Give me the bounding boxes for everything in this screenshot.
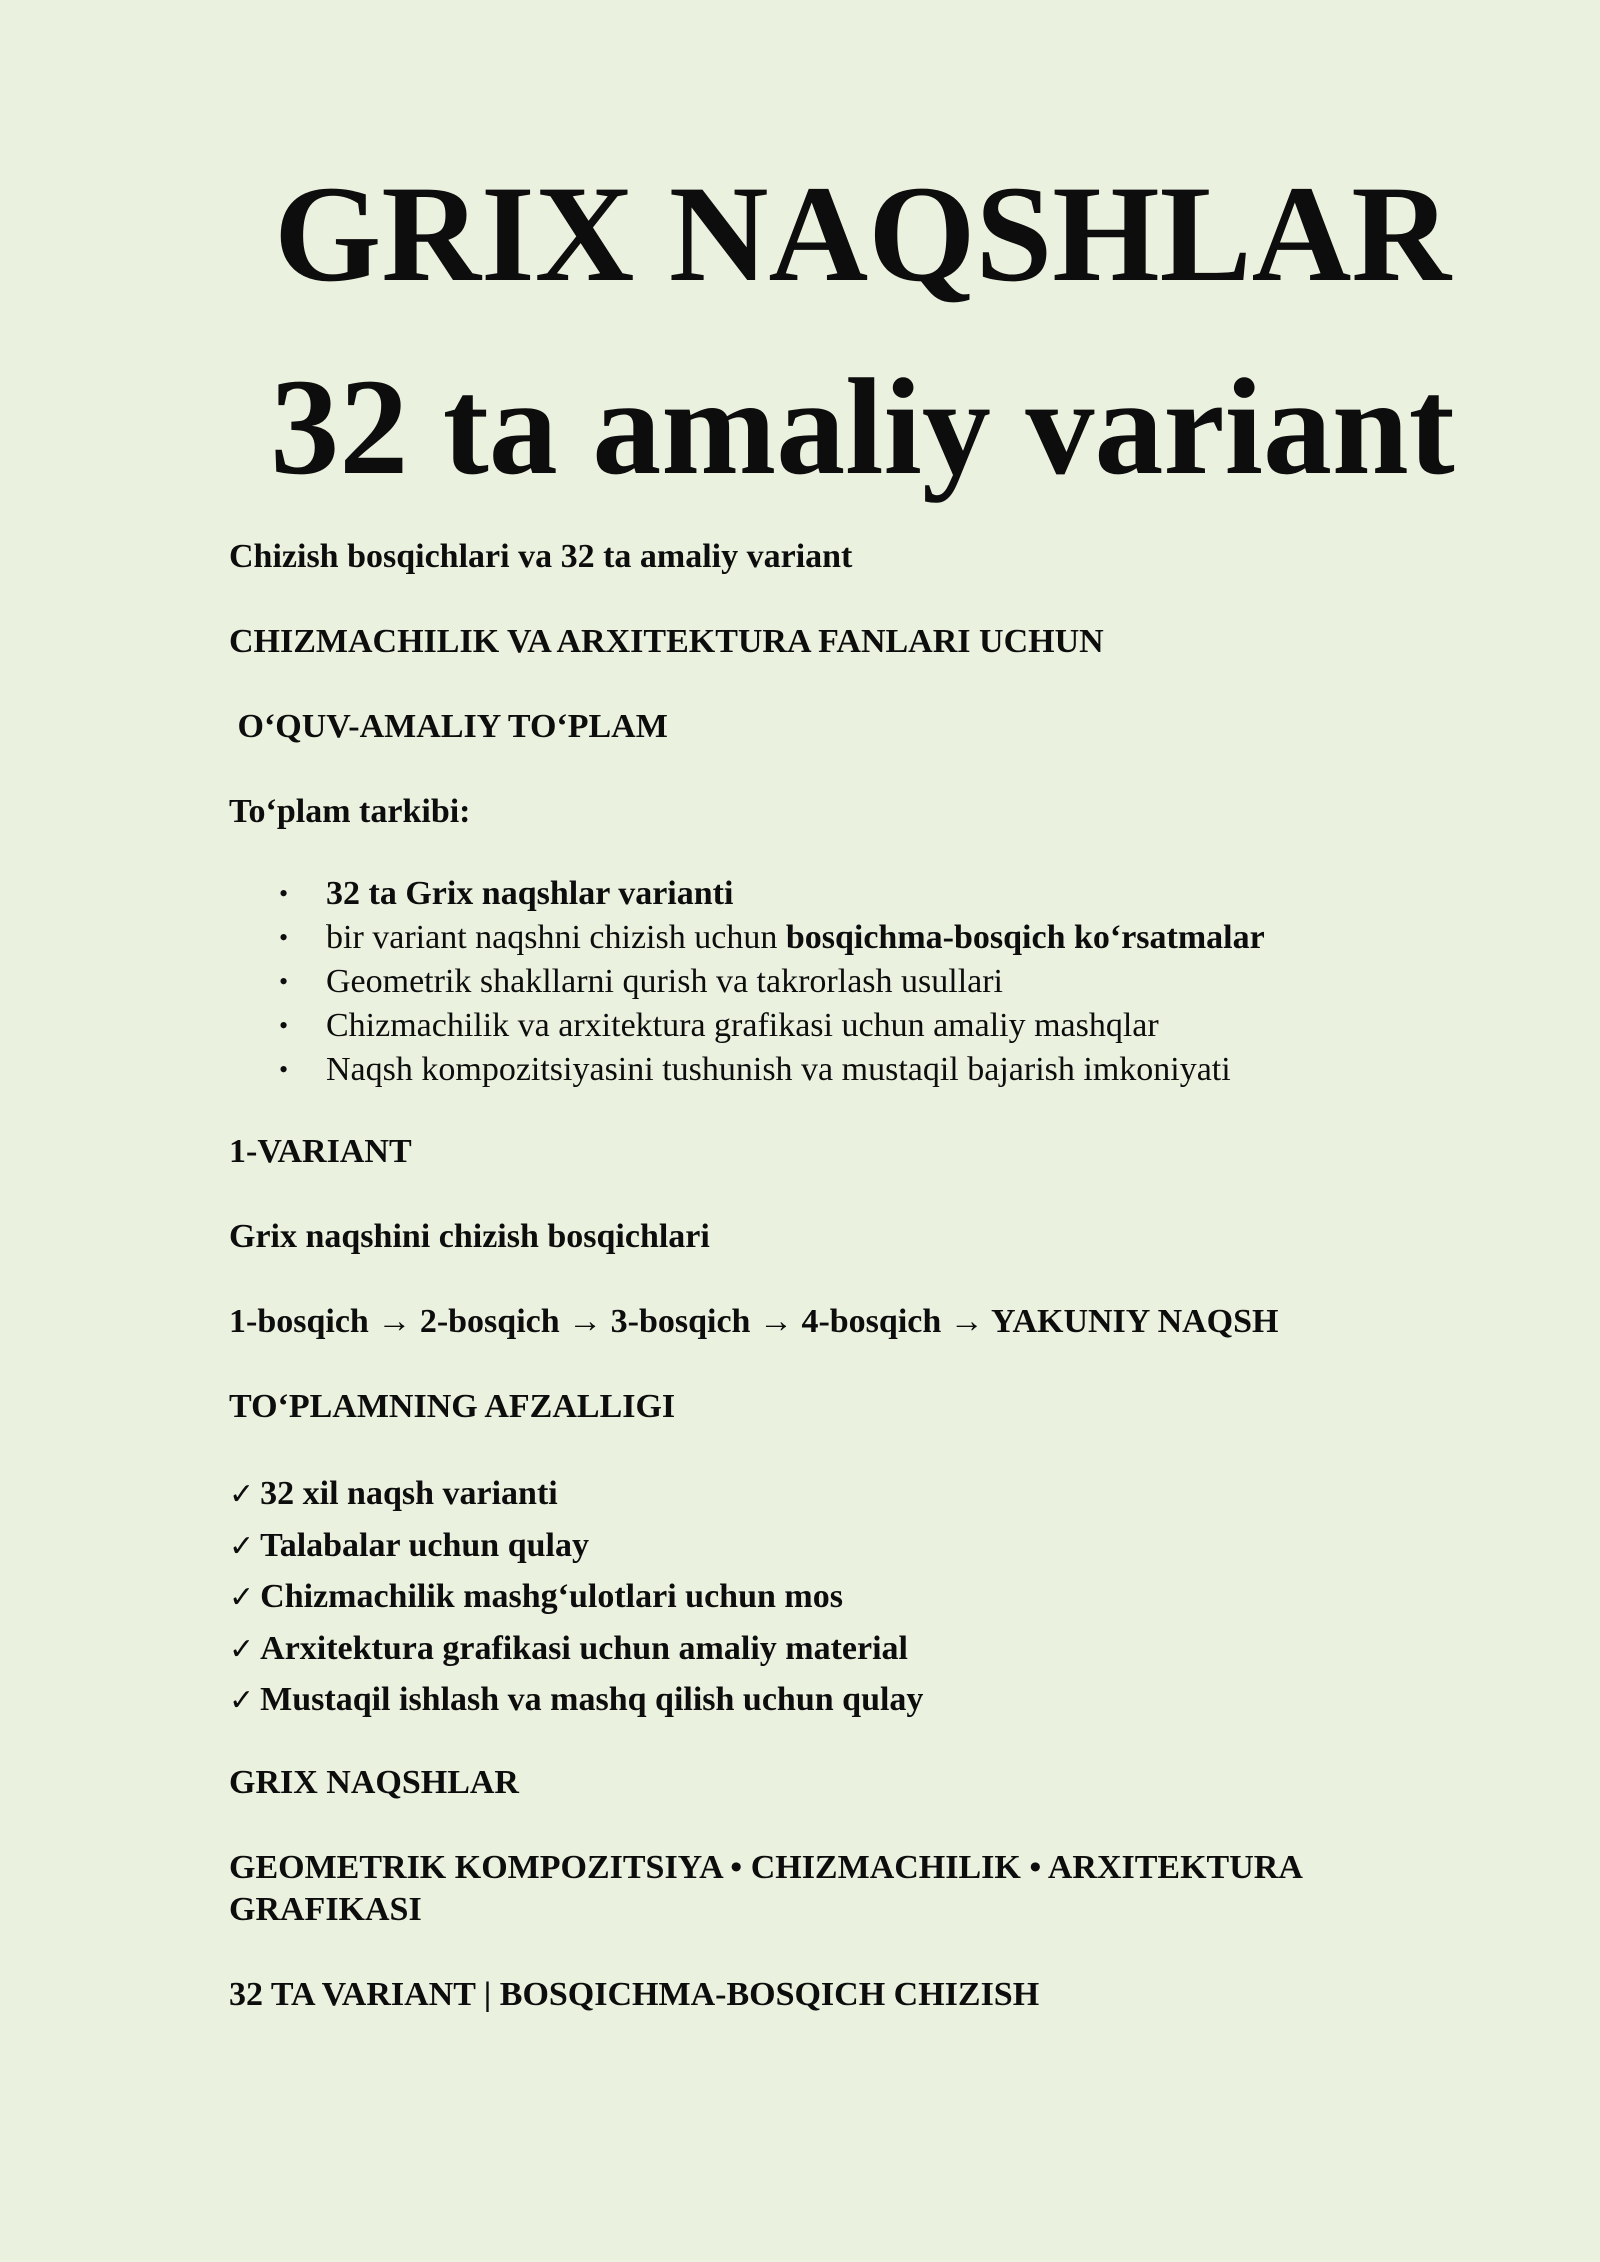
list-item [229, 916, 1449, 960]
list-item [229, 1623, 1449, 1675]
list-item [229, 1468, 1449, 1520]
list-item-emphasis: bosqichma-bosqich ko‘rsatmalar [785, 919, 1265, 956]
list-item-text: Talabalar uchun qulay [260, 1526, 589, 1564]
list-item [229, 1674, 1449, 1726]
checkmark-icon: ✓ [229, 1528, 255, 1564]
document-body [229, 536, 1449, 2016]
list-item-text: Naqsh kompozitsiyasini tushunish va mustaqil bajarish imkoniyati [326, 1051, 1231, 1088]
bullet-icon: • [279, 1055, 289, 1084]
collection-type-text: O‘QUV-AMALIY TO‘PLAM [237, 708, 668, 745]
bullet-icon: • [279, 1011, 289, 1040]
list-item [229, 1004, 1449, 1048]
variant-heading: 1-VARIANT [229, 1133, 412, 1170]
list-item-text: Mustaqil ishlash va mashq qilish uchun qulay [260, 1681, 924, 1718]
footer-tagline: 32 TA VARIANT | BOSQICHMA-BOSQICH CHIZISH [229, 1975, 1040, 2013]
list-item-text: 32 ta Grix naqshlar varianti [326, 875, 734, 912]
collection-type-line [229, 706, 1449, 748]
list-item-text: 32 xil naqsh varianti [260, 1475, 558, 1512]
list-item [229, 1571, 1449, 1623]
list-item-text: Arxitektura grafikasi uchun amaliy material [260, 1629, 908, 1667]
steps-flow: 1-bosqich → 2-bosqich → 3-bosqich → 4-bosqich → YAKUNIY NAQSH [229, 1303, 1279, 1340]
list-item-text: bir variant naqshni chizish uchun [326, 919, 786, 956]
advantages-list [229, 1468, 1449, 1726]
subtitle-line: Chizish bosqichlari va 32 ta amaliy variant [229, 538, 853, 575]
list-item-text: Chizmachilik va arxitektura grafikasi uchun amaliy mashqlar [326, 1007, 1159, 1044]
main-title: GRIX NAQSHLAR [274, 157, 1451, 310]
footer-title: GRIX NAQSHLAR [229, 1763, 519, 1801]
list-item-text: Chizmachilik mashg‘ulotlari uchun mos [260, 1578, 843, 1615]
advantages-heading: TO‘PLAMNING AFZALLIGI [229, 1388, 676, 1425]
subject-line: CHIZMACHILIK VA ARXITEKTURA FANLARI UCHUN [229, 623, 1104, 660]
checkmark-icon: ✓ [229, 1477, 255, 1512]
list-item-text: Geometrik shakllarni qurish va takrorlash usullari [326, 963, 1003, 1000]
main-subtitle-title: 32 ta amaliy variant [270, 350, 1455, 503]
contents-heading: To‘plam tarkibi: [229, 793, 471, 830]
checkmark-icon: ✓ [229, 1683, 255, 1718]
list-item [229, 1520, 1449, 1572]
bullet-icon: • [279, 923, 289, 952]
steps-heading: Grix naqshini chizish bosqichlari [229, 1218, 710, 1255]
footer-topics: GEOMETRIK KOMPOZITSIYA • CHIZMACHILIK • ARXITEKTURA GRAFIKASI [229, 1848, 1302, 1928]
checkmark-icon: ✓ [229, 1580, 255, 1615]
list-item [229, 960, 1449, 1004]
list-item [229, 1048, 1449, 1092]
list-item [229, 872, 1449, 916]
checkmark-icon: ✓ [229, 1631, 255, 1667]
contents-list [229, 872, 1449, 1092]
bullet-icon: • [279, 879, 289, 908]
bullet-icon: • [279, 967, 289, 996]
